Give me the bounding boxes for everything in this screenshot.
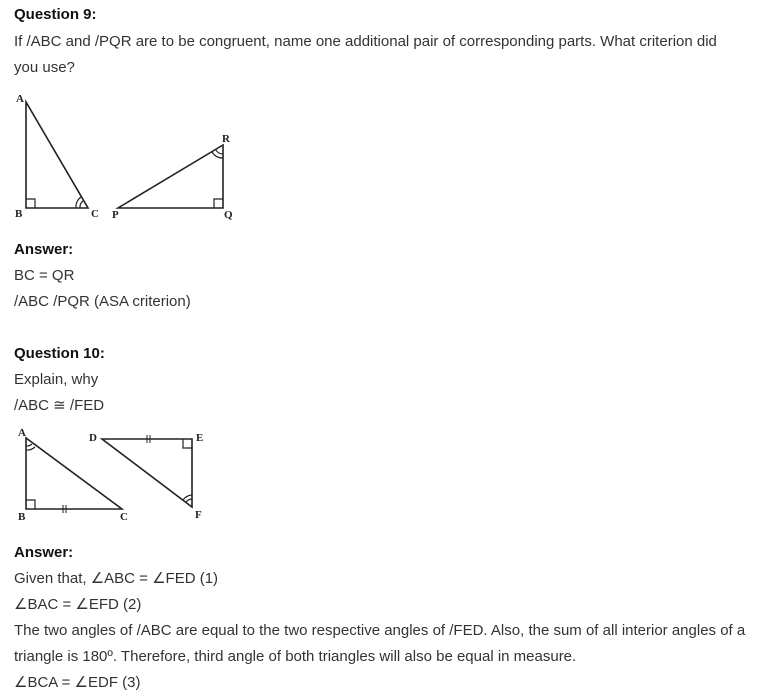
triangle-abc <box>26 102 88 208</box>
answer-10-paragraph: The two angles of /ABC are equal to the two respective angles of /FED. Also, the sum of all interior angles of a triangle is 180º. Therefore, third angle of both triangles will also be equal in measure. <box>14 622 746 665</box>
question-10-figure <box>0 424 760 524</box>
question-9-text-line1: If /ABC and /PQR are to be congruent, name one additional pair of corresponding parts. What criterion did <box>14 33 717 50</box>
answer-10-heading: Answer: <box>14 544 74 561</box>
answer-9-heading: Answer: <box>14 241 74 258</box>
vertex-label-d: D <box>89 432 97 444</box>
angle-mark-f-1 <box>186 499 192 502</box>
answer-9-line1: BC = QR <box>14 267 75 284</box>
vertex-label-a: A <box>18 427 26 439</box>
vertex-label-c: C <box>120 511 128 523</box>
question-9-figure <box>0 90 760 230</box>
question-9-heading: Question 9: <box>14 6 97 23</box>
angle-mark-a-1 <box>26 444 32 446</box>
vertex-label-f: F <box>195 509 202 521</box>
vertex-label-q: Q <box>224 209 233 221</box>
vertex-label-c: C <box>91 208 99 220</box>
triangle-def <box>102 439 192 507</box>
vertex-label-a: A <box>16 93 24 105</box>
vertex-label-e: E <box>196 432 204 444</box>
answer-10-line3: ∠BCA = ∠EDF (3) <box>14 674 141 691</box>
triangle-pqr <box>118 145 223 208</box>
question-10-text-line1: Explain, why <box>14 371 99 388</box>
right-angle-mark-q <box>214 199 223 208</box>
right-angle-mark-b <box>26 500 35 509</box>
right-angle-mark-e <box>183 439 192 448</box>
triangle-abc <box>26 438 122 509</box>
question-10-heading: Question 10: <box>14 345 105 362</box>
question-10-text-line2: /ABC ≅ /FED <box>14 397 105 414</box>
angle-mark-a-2 <box>26 447 35 450</box>
vertex-label-p: P <box>112 209 119 221</box>
answer-9-line2: /ABC /PQR (ASA criterion) <box>14 293 191 310</box>
answer-10-line2: ∠BAC = ∠EFD (2) <box>14 596 142 613</box>
vertex-label-b: B <box>18 511 26 523</box>
vertex-label-r: R <box>222 133 230 145</box>
angle-mark-r-2 <box>212 152 223 158</box>
answer-10-line1: Given that, ∠ABC = ∠FED (1) <box>14 570 219 587</box>
angle-mark-r-1 <box>216 150 223 154</box>
right-angle-mark-b <box>26 199 35 208</box>
question-9-text-line2: you use? <box>14 59 75 76</box>
vertex-label-b: B <box>15 208 23 220</box>
angle-mark-c-1 <box>80 201 83 208</box>
